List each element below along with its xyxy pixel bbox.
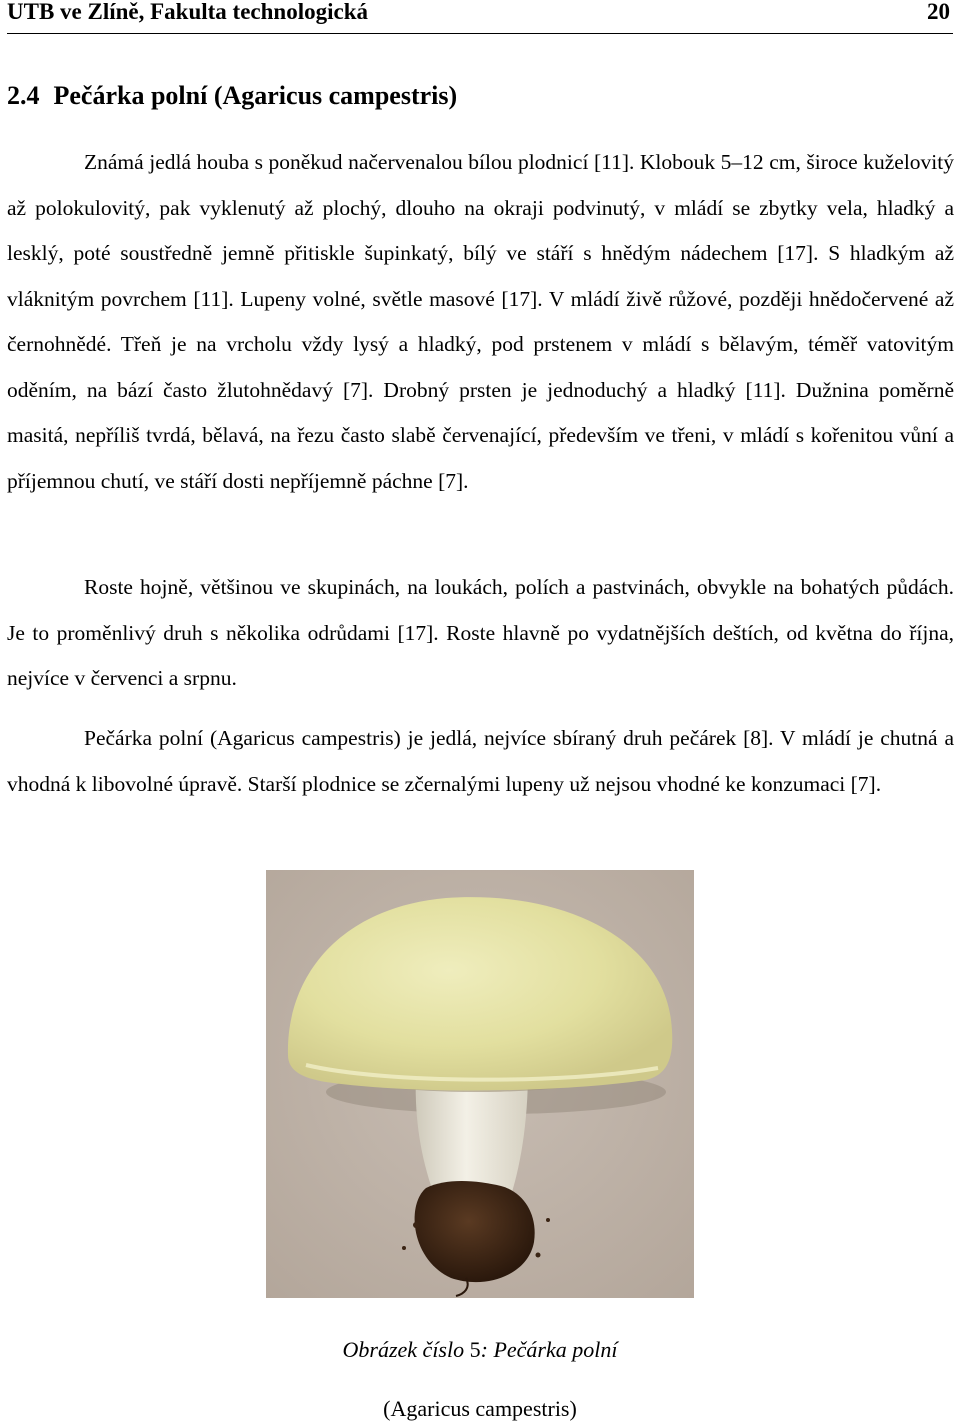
section-heading	[7, 80, 457, 112]
figure-caption-latin: (Agaricus campestris)	[383, 1396, 577, 1421]
paragraph: Pečárka polní (Agaricus campestris) je jedlá, nejvíce sbíraný druh pečárek [8]. V mládí je chutná a vhodná k libovolné úpravě. Starší plodnice se zčernalými lupeny už nejsou vhodné ke konzumaci [7].	[7, 726, 954, 796]
figure-caption	[0, 1336, 960, 1364]
section-number: 2.4	[7, 81, 40, 110]
paragraph: Roste hojně, většinou ve skupinách, na loukách, polích a pastvinách, obvykle na bohatých půdách. Je to proměnlivý druh s několika odrůdami [17]. Roste hlavně po vydatnějších deštích, od května do října, nejvíce v červenci a srpnu.	[7, 575, 954, 690]
mushroom-photo	[266, 870, 694, 1298]
page-number: 20	[927, 0, 950, 24]
running-header	[7, 0, 953, 34]
caption-title: Pečárka polní	[493, 1337, 618, 1362]
paragraph: Známá jedlá houba s poněkud načervenalou bílou plodnicí [11]. Klobouk 5–12 cm, široce kuželovitý až polokulovitý, pak vyklenutý až plochý, dlouho na okraji podvinutý, v mládí se zbytky vela, hladký a lesklý, poté soustředně jemně přitiskle šupinkatý, bílý ve stáří s hnědým nádechem [17]. S hladkým až vláknitým povrchem [11]. Lupeny volné, světle masové [17]. V mládí živě růžové, později hnědočervené až černohnědé. Třeň je na vrcholu vždy lysý a hladký, pod prstenem v mládí s bělavým, téměř vatovitým oděním, na bází často žlutohnědavý [7]. Drobný prsten je jednoduchý a hladký [11]. Dužnina poměrně masitá, nepříliš tvrdá, bělavá, na řezu často slabě červenající, především ve třeni, v mládí s kořenitou vůní a příjemnou chutí, ve stáří dosti nepříjemně páchne [7].	[7, 150, 954, 493]
caption-prefix: Obrázek číslo	[342, 1337, 465, 1362]
header-institution: UTB ve Zlíně, Fakulta technologická	[7, 0, 368, 24]
paragraph-habitat	[7, 565, 954, 702]
paragraph-description	[7, 140, 954, 504]
section-title: Pečárka polní (Agaricus campestris)	[53, 81, 458, 110]
caption-separator: :	[480, 1337, 488, 1362]
paragraph-edibility	[7, 716, 954, 807]
caption-number: 5	[469, 1337, 481, 1362]
